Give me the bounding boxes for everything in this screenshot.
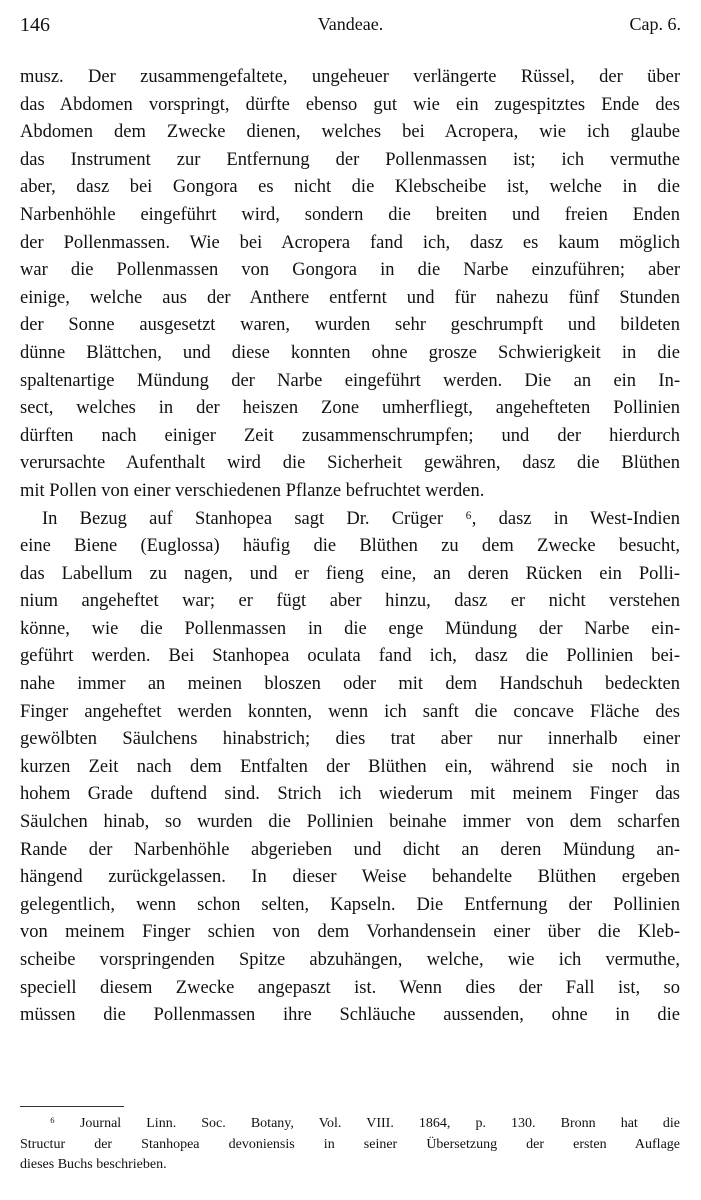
footnote-line: Structur der Stanhopea devoniensis in seiner Übersetzung der ersten Auflage	[20, 1136, 680, 1152]
text-line: dünne Blättchen, und diese konnten ohne grosze Schwierigkeit in die	[20, 342, 680, 363]
text-line: müssen die Pollenmassen ihre Schläuche aussenden, ohne in die	[20, 1005, 680, 1026]
text-line: von meinem Finger schien von dem Vorhandensein einer über die Kleb-	[20, 922, 680, 943]
footnote-line: ⁶ Journal Linn. Soc. Botany, Vol. VIII. 1864, p. 130. Bronn hat die	[50, 1116, 680, 1131]
text-line: musz. Der zusammengefaltete, ungeheuer verlängerte Rüssel, der über	[20, 67, 680, 87]
text-line: spaltenartige Mündung der Narbe eingeführt werden. Die an ein In-	[20, 370, 680, 391]
text-line: das Instrument zur Entfernung der Pollenmassen ist; ich vermuthe	[20, 149, 680, 170]
text-line: Rande der Narbenhöhle abgerieben und dicht an deren Mündung an-	[20, 839, 680, 860]
text-line: sect, welches in der heiszen Zone umherfliegt, angehefteten Pollinien	[20, 398, 680, 419]
page-header	[20, 14, 681, 46]
text-line: einige, welche aus der Anthere entfernt und für nahezu fünf Stunden	[20, 287, 680, 308]
text-line: geführt werden. Bei Stanhopea oculata fand ich, dasz die Pollinien bei-	[20, 646, 680, 667]
text-line: könne, wie die Pollenmassen in die enge Mündung der Narbe ein-	[20, 618, 680, 639]
running-title: Vandeae.	[317, 14, 384, 34]
text-line: das Abdomen vorspringt, dürfte ebenso gut wie ein zugespitztes Ende des	[20, 94, 680, 115]
text-line: nium angeheftet war; er fügt aber hinzu, dasz er nicht verstehen	[20, 591, 680, 612]
text-line: der Sonne ausgesetzt waren, wurden sehr geschrumpft und bildeten	[20, 315, 680, 336]
text-line: gewölbten Säulchens hinabstrich; dies trat aber nur innerhalb einer	[20, 729, 680, 750]
chapter-label: Cap. 6.	[629, 14, 681, 34]
text-line: Narbenhöhle eingeführt wird, sondern die breiten und freien Enden	[20, 204, 680, 225]
text-line: dürften nach einiger Zeit zusammenschrumpfen; und der hierdurch	[20, 425, 680, 446]
text-line: aber, dasz bei Gongora es nicht die Klebscheibe ist, welche in die	[20, 177, 680, 198]
text-line: eine Biene (Euglossa) häufig die Blüthen zu dem Zwecke besucht,	[20, 536, 680, 557]
text-line: Säulchen hinab, so wurden die Pollinien beinahe immer von dem scharfen	[20, 812, 680, 833]
text-line: war die Pollenmassen von Gongora in die Narbe einzuführen; aber	[20, 260, 680, 281]
footnote	[20, 1114, 680, 1176]
footnote-line: dieses Buchs beschrieben.	[20, 1157, 167, 1172]
page-number: 146	[20, 14, 50, 36]
paragraph-start-line: In Bezug auf Stanhopea sagt Dr. Crüger ⁶, dasz in West-Indien	[42, 508, 680, 529]
body-text	[20, 64, 680, 1030]
text-line: hängend zurückgelassen. In dieser Weise behandelte Blüthen ergeben	[20, 867, 680, 888]
text-line: kurzen Zeit nach dem Entfalten der Blüthen ein, während sie noch in	[20, 756, 680, 777]
text-line: Finger angeheftet werden konnten, wenn ich sanft die concave Fläche des	[20, 701, 680, 722]
paragraph-end-line: mit Pollen von einer verschiedenen Pflanze befruchtet werden.	[20, 480, 485, 501]
text-line: Abdomen dem Zwecke dienen, welches bei Acropera, wie ich glaube	[20, 122, 680, 143]
text-line: hohem Grade duftend sind. Strich ich wiederum mit meinem Finger das	[20, 784, 680, 805]
text-line: scheibe vorspringenden Spitze abzuhängen, welche, wie ich vermuthe,	[20, 950, 680, 970]
text-line: gelegentlich, wenn schon selten, Kapseln. Die Entfernung der Pollinien	[20, 894, 680, 915]
footnote-rule	[20, 1106, 124, 1107]
text-line: der Pollenmassen. Wie bei Acropera fand ich, dasz es kaum möglich	[20, 232, 680, 253]
text-line: nahe immer an meinen bloszen oder mit dem Handschuh bedeckten	[20, 674, 680, 695]
text-line: speciell diesem Zwecke angepaszt ist. Wenn dies der Fall ist, so	[20, 977, 680, 998]
text-line: das Labellum zu nagen, und er fieng eine, an deren Rücken ein Polli-	[20, 563, 680, 584]
text-line: verursachte Aufenthalt wird die Sicherheit gewähren, dasz die Blüthen	[20, 453, 680, 474]
